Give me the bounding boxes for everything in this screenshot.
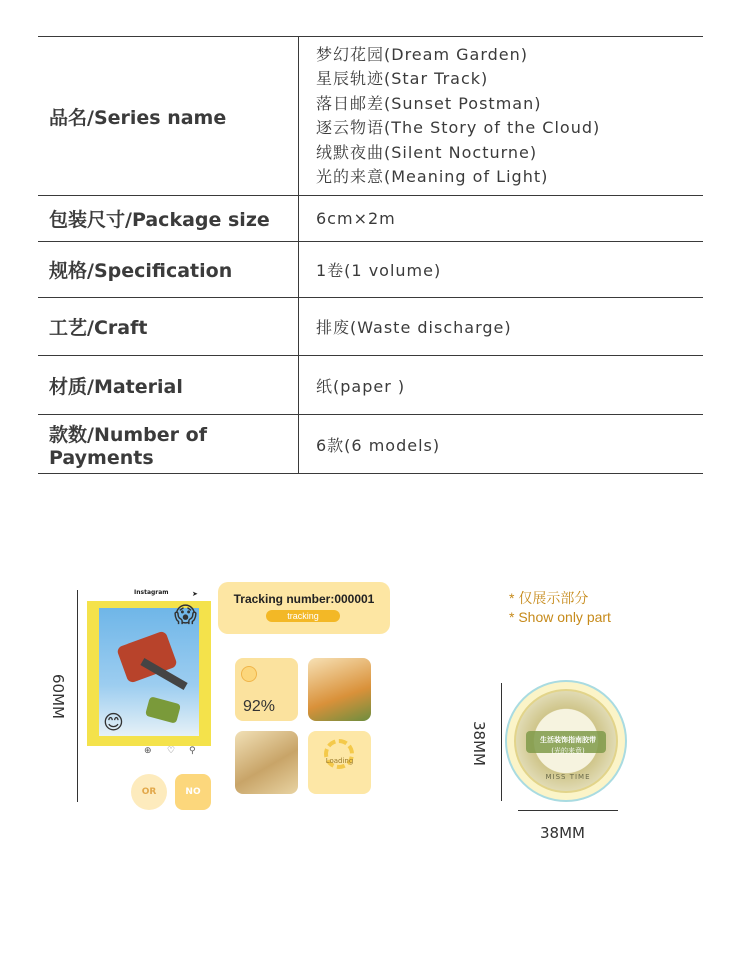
spec-row-craft (38, 298, 703, 356)
spec-value: 6cm×2m (299, 196, 704, 242)
spec-row-specification (38, 242, 703, 298)
spec-row-models (38, 415, 703, 474)
or-bubble: OR (131, 774, 167, 810)
send-icon: ➤ (192, 590, 198, 598)
roll-subtitle: (光的来意) (551, 747, 585, 755)
spec-label: 包装尺寸/Package size (38, 196, 299, 242)
tracking-sticker (218, 582, 390, 634)
series-name: 星辰轨迹(Star Track) (316, 69, 489, 88)
roll-title: 生活装饰指南胶带 (540, 736, 596, 744)
tulip-photo-tile (308, 658, 371, 721)
spec-row-package-size (38, 196, 703, 242)
spec-table (38, 36, 703, 474)
spec-label: 规格/Specification (38, 242, 299, 298)
loading-text: Loading (325, 757, 354, 765)
series-name: 梦幻花园(Dream Garden) (316, 44, 528, 64)
spec-label: 工艺/Craft (38, 298, 299, 356)
note-cn: * 仅展示部分 (509, 590, 589, 606)
spec-label: 款数/Number of Payments (38, 415, 299, 474)
series-name: 逐云物语(The Story of the Cloud) (316, 118, 601, 137)
spec-value: 排废(Waste discharge) (299, 298, 704, 356)
progress-percent: 92% (243, 698, 276, 715)
tracking-title: Tracking number:000001 (233, 592, 375, 606)
tape-roll-face (514, 689, 618, 793)
loading-tile (308, 731, 371, 794)
blush-emoji-icon: 😊 (103, 710, 124, 734)
spec-row-series (38, 37, 703, 196)
roll-brand: MISS TIME (545, 773, 591, 781)
heart-icon: ♡ (167, 746, 176, 756)
roll-height-line (501, 683, 502, 801)
tape-roll (505, 680, 627, 802)
spec-value: 6款(6 models) (299, 415, 704, 474)
note-en: * Show only part (509, 609, 611, 625)
progress-tile (235, 658, 298, 721)
tracking-pill: tracking (266, 610, 340, 622)
shocked-emoji-icon: 😱 (174, 603, 197, 628)
fabric-photo-tile (235, 731, 298, 794)
spec-label: 品名/Series name (38, 37, 299, 196)
no-bubble: NO (175, 774, 211, 810)
spec-label: 材质/Material (38, 356, 299, 415)
circle-icon (241, 666, 257, 682)
sticker-card (86, 586, 213, 818)
spec-value: 纸(paper ) (299, 356, 704, 415)
series-name: 落日邮差(Sunset Postman) (316, 93, 542, 113)
app-name: Instagram (134, 589, 169, 596)
ride-car-shape (145, 696, 181, 724)
height-dimension-label: 60MM (49, 674, 67, 719)
series-name: 光的来意(Meaning of Light) (316, 167, 549, 186)
series-name: 绒默夜曲(Silent Nocturne) (316, 142, 538, 162)
roll-width-label: 38MM (540, 824, 585, 842)
roll-width-line (518, 810, 618, 811)
profile-icon: ⚲ (189, 746, 196, 756)
height-dimension-line (77, 590, 78, 802)
add-icon: ⊕ (144, 746, 152, 756)
spec-row-material (38, 356, 703, 415)
roll-height-label: 38MM (470, 721, 488, 766)
series-name-list (299, 37, 704, 196)
spec-value: 1卷(1 volume) (299, 242, 704, 298)
